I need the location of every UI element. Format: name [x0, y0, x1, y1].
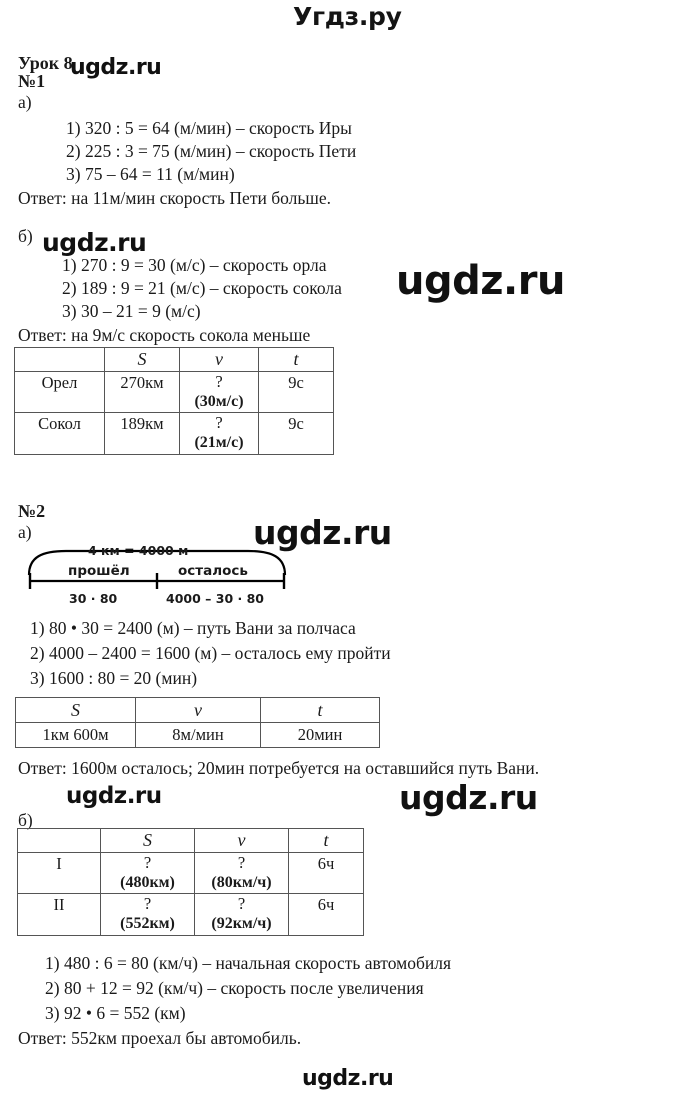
task2-a-step-1: 1) 80 • 30 = 2400 (м) – путь Вани за полчаса: [30, 618, 356, 638]
task2-b-answer: Ответ: 552км проехал бы автомобиль.: [18, 1028, 302, 1048]
task1-part-b-label: б): [18, 226, 33, 246]
header-cell-speed: v: [195, 829, 289, 853]
header-cell-time: t: [261, 698, 380, 723]
task1-b-step-3: 3) 30 – 21 = 9 (м/с): [62, 301, 201, 321]
cell-time: 9с: [259, 413, 334, 454]
task1-b-step-2: 2) 189 : 9 = 21 (м/с) – скорость сокола: [62, 278, 342, 298]
cell-time: 6ч: [289, 853, 364, 894]
cell-time: 6ч: [289, 894, 364, 935]
task-1-number: №1: [18, 71, 46, 91]
cell-label: II: [18, 894, 101, 935]
task2-part-a-label: а): [18, 522, 32, 542]
task1-a-step-1: 1) 320 : 5 = 64 (м/мин) – скорость Иры: [66, 118, 352, 138]
table-row: [18, 853, 364, 894]
table-row: [15, 372, 334, 413]
cell-speed: [195, 894, 289, 935]
task1-a-step-3: 3) 75 – 64 = 11 (м/мин): [66, 164, 235, 184]
task2-b-step-1: 1) 480 : 6 = 80 (км/ч) – начальная скорость автомобиля: [45, 953, 452, 973]
header-cell-blank: [15, 348, 105, 372]
table-header-row: [18, 829, 364, 853]
cell-speed-answer: (92км/ч): [211, 915, 272, 933]
scheme-left-label: прошёл: [68, 563, 130, 579]
watermark: ugdz.ru: [70, 55, 162, 80]
cell-distance-question: ?: [143, 853, 152, 872]
cell-distance-answer: (480км): [120, 873, 175, 891]
task1-a-answer: Ответ: на 11м/мин скорость Пети больше.: [18, 188, 331, 208]
cell-label: I: [18, 853, 101, 894]
header-cell-speed: v: [136, 698, 261, 723]
task2-b-step-3: 3) 92 • 6 = 552 (км): [45, 1003, 186, 1023]
task2-a-step-3: 3) 1600 : 80 = 20 (мин): [30, 668, 198, 688]
task1-b-step-1: 1) 270 : 9 = 30 (м/с) – скорость орла: [62, 255, 327, 275]
task2-a-answer: Ответ: 1600м осталось; 20мин потребуется на оставшийся путь Вани.: [18, 758, 540, 778]
cell-speed: [195, 853, 289, 894]
table-header-row: [15, 348, 334, 372]
scheme-right-label: осталось: [178, 563, 248, 579]
header-cell-time: t: [259, 348, 334, 372]
watermark: ugdz.ru: [396, 258, 565, 304]
watermark: ugdz.ru: [253, 513, 392, 552]
cell-speed-question: ?: [237, 894, 246, 914]
cell-speed: [180, 413, 259, 454]
task2-a-step-2: 2) 4000 – 2400 = 1600 (м) – осталось ему пройти: [30, 643, 391, 663]
header-cell-distance: S: [105, 348, 180, 372]
cell-speed-answer: (80км/ч): [211, 873, 272, 891]
lesson-title: Урок 8: [18, 53, 73, 73]
vanya-path-table: [15, 697, 380, 748]
header-cell-distance: S: [101, 829, 195, 853]
cell-speed-answer: (21м/с): [194, 434, 244, 452]
cars-speed-table: [17, 828, 364, 936]
watermark: ugdz.ru: [42, 228, 147, 257]
site-logo: Угдз.ру: [293, 2, 402, 31]
cell-speed-answer: (30м/с): [194, 392, 244, 410]
watermark: ugdz.ru: [302, 1066, 394, 1091]
cell-speed-question: ?: [215, 372, 223, 391]
cell-speed-question: ?: [215, 413, 223, 433]
segment-scheme-diagram: [26, 543, 288, 605]
scheme-right-expression: 4000 – 30 · 80: [166, 591, 264, 606]
scheme-total-label: 4 км = 4000 м: [88, 543, 189, 558]
cell-distance-question: ?: [143, 894, 152, 914]
task-2-number: №2: [18, 501, 46, 521]
header-cell-speed: v: [180, 348, 259, 372]
task1-b-answer: Ответ: на 9м/с скорость сокола меньше: [18, 325, 311, 345]
cell-distance: 189км: [105, 413, 180, 454]
task2-b-step-2: 2) 80 + 12 = 92 (км/ч) – скорость после увеличения: [45, 978, 424, 998]
table-row: [18, 894, 364, 935]
cell-distance: 1км 600м: [16, 723, 136, 748]
task2-part-b-label: б): [18, 810, 33, 830]
watermark: ugdz.ru: [66, 783, 162, 809]
watermark: ugdz.ru: [399, 778, 538, 817]
table-row: [15, 413, 334, 454]
cell-distance: [101, 894, 195, 935]
cell-distance-answer: (552км): [120, 915, 175, 933]
cell-distance: [101, 853, 195, 894]
table-header-row: [16, 698, 380, 723]
cell-speed: [180, 372, 259, 413]
task1-part-a-label: а): [18, 92, 32, 112]
cell-name: Сокол: [15, 413, 105, 454]
birds-speed-table: [14, 347, 334, 455]
header-cell-blank: [18, 829, 101, 853]
table-row: [16, 723, 380, 748]
cell-time: 9с: [259, 372, 334, 413]
cell-name: Орел: [15, 372, 105, 413]
cell-speed-question: ?: [237, 853, 246, 872]
scheme-left-expression: 30 · 80: [69, 591, 118, 606]
cell-speed: 8м/мин: [136, 723, 261, 748]
cell-time: 20мин: [261, 723, 380, 748]
header-cell-distance: S: [16, 698, 136, 723]
task1-a-step-2: 2) 225 : 3 = 75 (м/мин) – скорость Пети: [66, 141, 357, 161]
header-cell-time: t: [289, 829, 364, 853]
cell-distance: 270км: [105, 372, 180, 413]
